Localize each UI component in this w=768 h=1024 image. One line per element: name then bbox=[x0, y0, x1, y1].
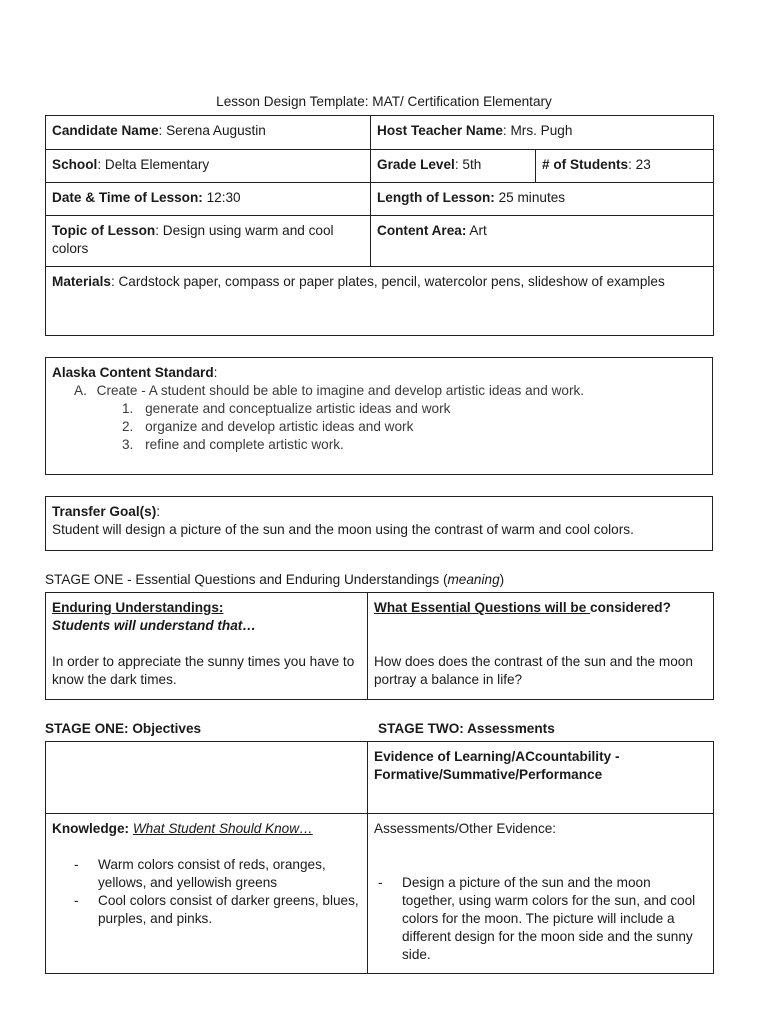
assessment-list-item: - Design a picture of the sun and the moon together, using warm colors for the sun, and cool colors for the moon. The picture will include a different design for the moon side and the sunny side. bbox=[374, 874, 707, 964]
knowledge-label: Knowledge: bbox=[52, 821, 130, 836]
content-standard-table bbox=[45, 357, 713, 475]
essential-questions-cell bbox=[368, 593, 714, 700]
assessments-heading: STAGE TWO: Assessments bbox=[378, 721, 555, 736]
standard-subitem bbox=[52, 400, 706, 418]
transfer-goal-text: Student will design a picture of the sun and the moon using the contrast of warm and cool colors. bbox=[52, 522, 634, 537]
evidence-heading: Evidence of Learning/ACcountability - Formative/Summative/Performance bbox=[374, 749, 620, 782]
school-value: : Delta Elementary bbox=[97, 157, 210, 172]
evidence-heading-cell bbox=[368, 742, 714, 814]
document-title: Lesson Design Template: MAT/ Certification Elementary bbox=[216, 94, 552, 109]
enduring-understandings-subheading: Students will understand that… bbox=[52, 618, 256, 633]
transfer-goal-label: Transfer Goal(s) bbox=[52, 504, 157, 519]
essential-questions-text: How does does the contrast of the sun and the moon portray a balance in life? bbox=[374, 654, 693, 687]
grade-level-label: Grade Level bbox=[377, 157, 455, 172]
assessment-evidence-label: Assessments/Other Evidence: bbox=[374, 821, 557, 836]
assessment-evidence-cell bbox=[368, 814, 714, 974]
knowledge-list bbox=[52, 856, 361, 928]
standard-item-a bbox=[52, 382, 706, 400]
standard-subitem-marker: 3. bbox=[122, 437, 134, 452]
students-count-value: : 23 bbox=[628, 157, 651, 172]
lesson-length-value: 25 minutes bbox=[494, 190, 566, 205]
stage-one-heading-close: ) bbox=[499, 572, 505, 587]
assessment-list bbox=[374, 874, 707, 964]
school-cell bbox=[46, 150, 371, 183]
knowledge-cell bbox=[46, 814, 368, 974]
enduring-understandings-heading: Enduring Understandings: bbox=[52, 600, 224, 615]
standard-item-marker: A. bbox=[74, 383, 87, 398]
enduring-understandings-cell bbox=[46, 593, 368, 700]
grade-level-cell bbox=[371, 150, 536, 183]
content-standard-cell bbox=[46, 358, 713, 475]
date-time-cell bbox=[46, 183, 371, 216]
lesson-info-table bbox=[45, 115, 714, 336]
knowledge-list-item: - Cool colors consist of darker greens, blues, purples, and pinks. bbox=[52, 892, 361, 928]
date-time-value: 12:30 bbox=[202, 190, 241, 205]
lesson-length-cell bbox=[371, 183, 714, 216]
date-time-label: Date & Time of Lesson: bbox=[52, 190, 203, 205]
candidate-name-label: Candidate Name bbox=[52, 123, 159, 138]
transfer-goal-colon: : bbox=[156, 504, 161, 519]
topic-value: : Design using warm and cool colors bbox=[52, 223, 334, 256]
assessment-table bbox=[45, 741, 714, 974]
stage-one-heading-text: STAGE ONE - Essential Questions and Enduring Understandings ( bbox=[45, 572, 448, 587]
content-standard-label: Alaska Content Standard bbox=[52, 365, 214, 380]
host-teacher-cell bbox=[371, 116, 714, 150]
candidate-name-value: : Serena Augustin bbox=[158, 123, 266, 138]
candidate-name-cell bbox=[46, 116, 371, 150]
students-count-label: # of Students bbox=[542, 157, 629, 172]
standard-subitem-text: refine and complete artistic work. bbox=[145, 437, 344, 452]
content-standard-colon: : bbox=[213, 365, 218, 380]
content-area-value: Art bbox=[466, 223, 487, 238]
stage-one-heading bbox=[45, 571, 504, 589]
materials-label: Materials bbox=[52, 274, 111, 289]
standard-subitem-text: organize and develop artistic ideas and work bbox=[145, 419, 414, 434]
materials-cell bbox=[46, 267, 714, 336]
students-count-cell bbox=[536, 150, 714, 183]
stage-one-heading-italic: meaning bbox=[447, 572, 500, 587]
host-teacher-value: : Mrs. Pugh bbox=[502, 123, 573, 138]
lesson-length-label: Length of Lesson: bbox=[377, 190, 495, 205]
topic-cell bbox=[46, 216, 371, 267]
standard-subitem-marker: 2. bbox=[122, 419, 134, 434]
school-label: School bbox=[52, 157, 98, 172]
standard-subitem-text: generate and conceptualize artistic ideas and work bbox=[145, 401, 451, 416]
grade-level-value: : 5th bbox=[454, 157, 482, 172]
knowledge-sublabel: What Student Should Know… bbox=[132, 821, 313, 836]
content-area-label: Content Area: bbox=[377, 223, 467, 238]
standard-subitem bbox=[52, 418, 706, 436]
enduring-understandings-text: In order to appreciate the sunny times you have to know the dark times. bbox=[52, 654, 355, 687]
transfer-goal-cell bbox=[46, 497, 713, 551]
transfer-goal-table bbox=[45, 496, 713, 551]
materials-value: : Cardstock paper, compass or paper plates, pencil, watercolor pens, slideshow of examples bbox=[110, 274, 665, 289]
understandings-table bbox=[45, 592, 714, 700]
standard-item-title: Create bbox=[96, 383, 138, 398]
standard-subitem-marker: 1. bbox=[122, 401, 134, 416]
content-area-cell bbox=[371, 216, 714, 267]
topic-label: Topic of Lesson bbox=[52, 223, 156, 238]
knowledge-list-item: - Warm colors consist of reds, oranges, yellows, and yellowish greens bbox=[52, 856, 361, 892]
essential-questions-heading-rest: considered? bbox=[590, 600, 671, 615]
standard-subitem bbox=[52, 436, 706, 454]
standard-item-text: - A student should be able to imagine and develop artistic ideas and work. bbox=[137, 383, 585, 398]
objectives-blank-cell bbox=[46, 742, 368, 814]
objectives-heading: STAGE ONE: Objectives bbox=[45, 721, 202, 736]
essential-questions-heading: What Essential Questions will be bbox=[374, 600, 591, 615]
host-teacher-label: Host Teacher Name bbox=[377, 123, 503, 138]
